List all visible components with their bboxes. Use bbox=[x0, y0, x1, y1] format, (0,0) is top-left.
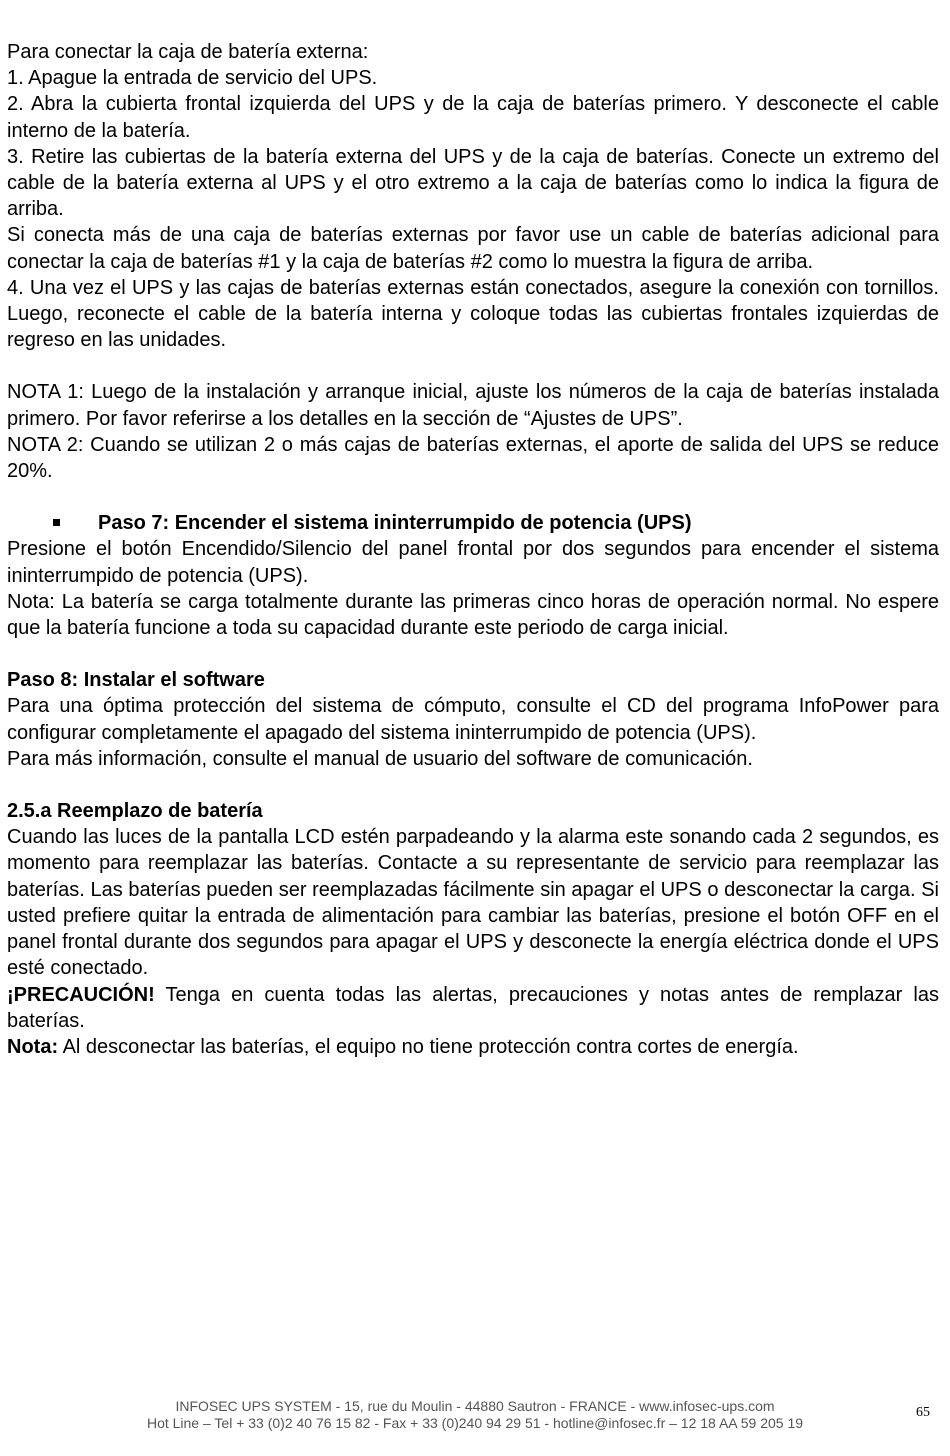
spacer bbox=[7, 772, 939, 798]
page-footer bbox=[0, 1398, 950, 1432]
spacer bbox=[7, 353, 939, 379]
note-text: Al desconectar las baterías, el equipo no tiene protección contra cortes de energía. bbox=[58, 1035, 799, 1058]
document-body bbox=[7, 39, 939, 1060]
step-8-title: Paso 8: Instalar el software bbox=[7, 669, 265, 692]
note-1: NOTA 1: Luego de la instalación y arranque inicial, ajuste los números de la caja de baterías instalada primero. Por favor referirse a los detalles en la sección de “Ajustes de UPS”. bbox=[7, 381, 939, 430]
note-2: NOTA 2: Cuando se utilizan 2 o más cajas de baterías externas, el aporte de salida del UPS se reduce 20%. bbox=[7, 433, 939, 483]
step-8-info: Para más información, consulte el manual de usuario del software de comunicación. bbox=[7, 747, 753, 770]
intro-step-4: 4. Una vez el UPS y las cajas de baterías externas están conectados, asegure la conexión con tornillos. Luego, reconecte el cable de la batería interna y coloque todas las cubiertas frontales izquierdas de regreso en las unidades. bbox=[7, 276, 939, 352]
intro-paragraph: Para conectar la caja de batería externa: bbox=[7, 41, 369, 63]
intro-step-3: 3. Retire las cubiertas de la batería externa del UPS y de la caja de baterías. Conecte un extremo del cable de la batería externa al UPS y el otro extremo a la caja de baterías como lo indica la figura de arriba. bbox=[7, 145, 939, 221]
spacer bbox=[7, 641, 939, 667]
step-7-title: Paso 7: Encender el sistema ininterrumpido de potencia (UPS) bbox=[98, 512, 692, 535]
section-title: 2.5.a Reemplazo de batería bbox=[7, 800, 263, 823]
intro-multiple-boxes: Si conecta más de una caja de baterías externas por favor use un cable de baterías adicional para conectar la caja de baterías #1 y la caja de baterías #2 como lo muestra la figura de arriba. bbox=[7, 224, 939, 273]
intro-step-1: 1. Apague la entrada de servicio del UPS. bbox=[7, 67, 378, 90]
footer-contact: Hot Line – Tel + 33 (0)2 40 76 15 82 - Fax + 33 (0)240 94 29 51 - hotline@infosec.fr – 12 18 AA 59 205 19 bbox=[146, 1415, 804, 1431]
step-7-paragraph: Presione el botón Encendido/Silencio del panel frontal por dos segundos para encender el sistema ininterrumpido de potencia (UPS). bbox=[7, 538, 939, 587]
footer-address: INFOSEC UPS SYSTEM - 15, rue du Moulin - 44880 Sautron - FRANCE - www.infosec-ups.com bbox=[175, 1398, 775, 1414]
note-paragraph bbox=[7, 1034, 939, 1060]
step-8-paragraph: Para una óptima protección del sistema de cómputo, consulte el CD del programa InfoPower para configurar completamente el apagado del sistema ininterrumpido de potencia (UPS). bbox=[7, 695, 939, 744]
caution-label: ¡PRECAUCIÓN! bbox=[7, 983, 155, 1006]
note-label: Nota: bbox=[7, 1035, 59, 1058]
step-7-heading bbox=[7, 510, 939, 536]
caution-text: Tenga en cuenta todas las alertas, precauciones y notas antes de remplazar las baterías. bbox=[7, 983, 939, 1032]
spacer bbox=[7, 484, 939, 510]
step-7-note: Nota: La batería se carga totalmente durante las primeras cinco horas de operación normal. No espere que la batería funcione a toda su capacidad durante este periodo de carga inicial. bbox=[7, 590, 939, 640]
page-number: 65 bbox=[916, 1405, 930, 1420]
caution-paragraph bbox=[7, 982, 939, 1034]
intro-step-2: 2. Abra la cubierta frontal izquierda del UPS y de la caja de baterías primero. Y desconecte el cable interno de la batería. bbox=[7, 93, 939, 142]
square-bullet-icon bbox=[53, 519, 60, 526]
section-paragraph: Cuando las luces de la pantalla LCD estén parpadeando y la alarma este sonando cada 2 segundos, es momento para reemplazar las baterías. Contacte a su representante de servicio para reemplazar las baterías. Las baterías pueden ser reemplazadas fácilmente sin apagar el UPS o desconectar la carga. Si usted prefiere quitar la entrada de alimentación para cambiar las baterías, presione el botón OFF en el panel frontal durante dos segundos para apagar el UPS y desconecte la energía eléctrica donde el UPS esté conectado. bbox=[7, 826, 939, 980]
